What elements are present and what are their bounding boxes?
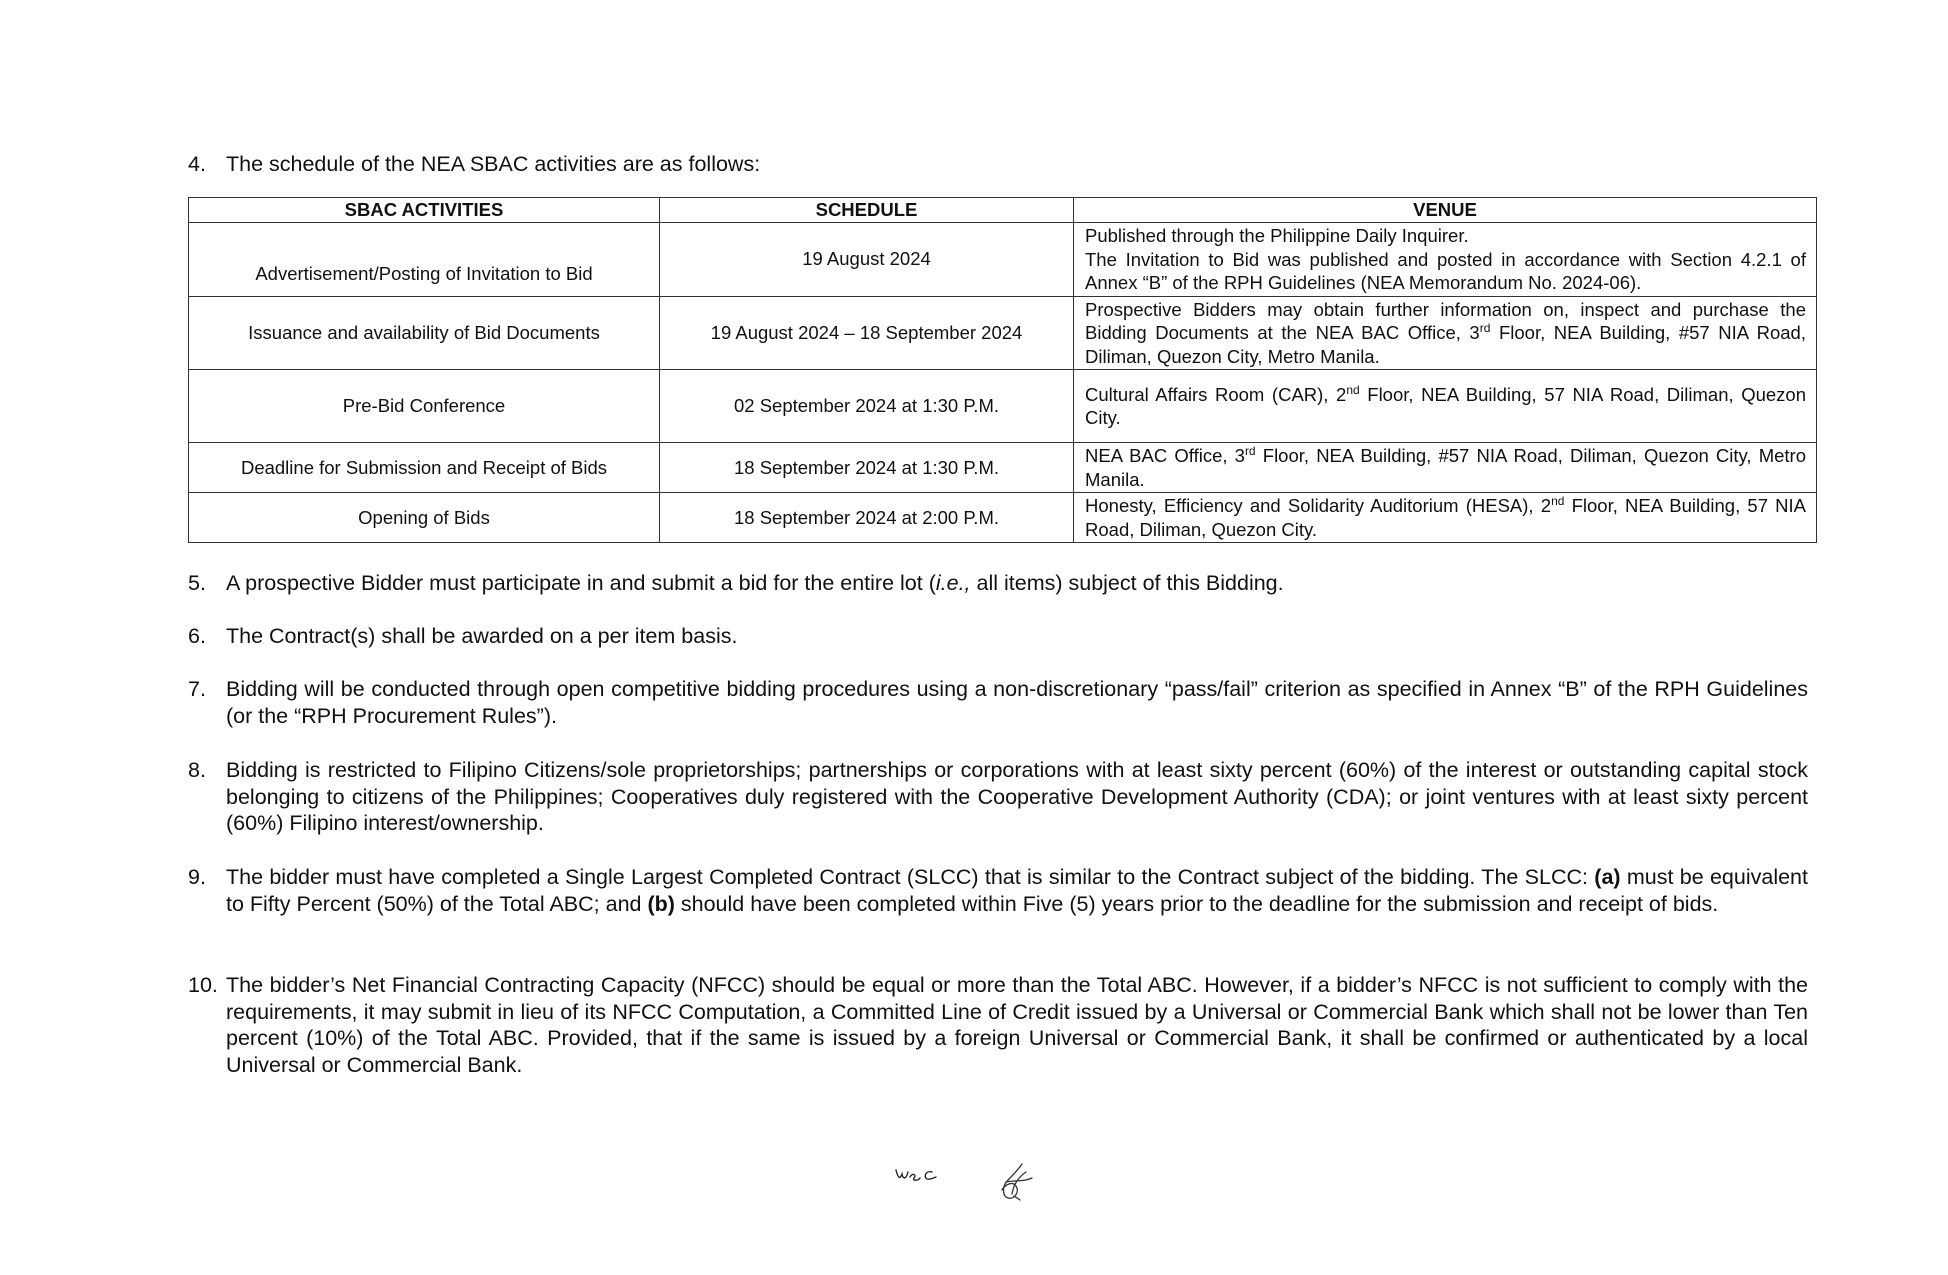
item-5 — [188, 570, 1808, 597]
item-number: 9. — [188, 865, 206, 889]
text-segment: must be equivalent to Fifty Percent (50%) of the Total ABC; and — [226, 865, 1808, 916]
header-sbac-activities: SBAC ACTIVITIES — [189, 198, 660, 223]
item-text: Bidding will be conducted through open competitive bidding procedures using a non-discretionary “pass/fail” criterion as specified in Annex “B” of the RPH Guidelines (or the “RPH Procurement Rules”). — [226, 677, 1808, 728]
schedule-cell: 19 August 2024 — [660, 223, 1074, 297]
item-number: 5. — [188, 571, 206, 595]
venue-text: NEA BAC Office, 3 — [1085, 445, 1245, 466]
item-8 — [188, 757, 1808, 837]
item-10 — [188, 972, 1808, 1078]
item-9 — [188, 864, 1808, 917]
table-row — [189, 296, 1817, 370]
table-row — [189, 443, 1817, 493]
table-row — [189, 223, 1817, 297]
venue-cell — [1074, 370, 1817, 443]
activity-cell: Advertisement/Posting of Invitation to Bid — [189, 223, 660, 297]
venue-text: Floor, NEA Building, #57 NIA Road, Diliman, Quezon City, Metro Manila. — [1085, 445, 1806, 490]
item-number: 7. — [188, 677, 206, 701]
venue-line: Published through the Philippine Daily Inquirer. — [1085, 225, 1469, 246]
handwritten-initials-icon — [892, 1160, 942, 1190]
venue-line: The Invitation to Bid was published and posted in accordance with Section 4.2.1 of Annex “B” of the RPH Guidelines (NEA Memorandum No. 2024-06). — [1085, 248, 1806, 293]
sbac-schedule-table — [188, 197, 1817, 543]
header-schedule: SCHEDULE — [660, 198, 1074, 223]
venue-text: Floor, NEA Building, 57 NIA Road, Diliman, Quezon City. — [1085, 495, 1807, 540]
text-segment: The bidder must have completed a Single Largest Completed Contract (SLCC) that is similar to the Contract subject of the bidding. The SLCC: — [226, 865, 1595, 889]
item-text: The schedule of the NEA SBAC activities are as follows: — [226, 152, 761, 176]
text-segment: A prospective Bidder must participate in and submit a bid for the entire lot ( — [226, 571, 936, 595]
venue-text: Floor, NEA Building, #57 NIA Road, Diliman, Quezon City, Metro Manila. — [1085, 322, 1806, 367]
bold-segment: (b) — [647, 891, 675, 916]
schedule-cell: 19 August 2024 – 18 September 2024 — [660, 296, 1074, 370]
venue-text: Floor, NEA Building, 57 NIA Road, Diliman, Quezon City. — [1085, 383, 1806, 428]
handwritten-signature-icon — [992, 1160, 1042, 1204]
item-6 — [188, 623, 1808, 650]
venue-cell — [1074, 296, 1817, 370]
activity-cell: Pre-Bid Conference — [189, 370, 660, 443]
text-segment: all items) subject of this Bidding. — [970, 571, 1284, 595]
item-text — [226, 864, 1808, 917]
item-number: 8. — [188, 758, 206, 782]
item-text: The bidder’s Net Financial Contracting Capacity (NFCC) should be equal or more than the Total ABC. However, if a bidder’s NFCC is not sufficient to comply with the requirements, it may submit in lieu of its NFCC Computation, a Committed Line of Credit issued by a Universal or Commercial Bank which shall not be lower than Ten percent (10%) of the Total ABC. Provided, that if the same is issued by a foreign Universal or Commercial Bank, it shall be confirmed or authenticated by a local Universal or Commercial Bank. — [226, 973, 1808, 1077]
table-header-row — [189, 198, 1817, 223]
schedule-cell: 18 September 2024 at 2:00 P.M. — [660, 493, 1074, 543]
ordinal-suffix: nd — [1346, 382, 1360, 397]
venue-text: Cultural Affairs Room (CAR), 2 — [1085, 383, 1347, 405]
italic-segment: i.e., — [935, 571, 971, 595]
activity-cell: Issuance and availability of Bid Documents — [189, 296, 660, 370]
item-number: 6. — [188, 624, 206, 648]
ordinal-suffix: rd — [1479, 321, 1491, 335]
ordinal-suffix: nd — [1551, 494, 1565, 508]
item-7 — [188, 676, 1808, 729]
venue-cell — [1074, 223, 1817, 297]
schedule-cell: 02 September 2024 at 1:30 P.M. — [660, 370, 1074, 443]
venue-cell — [1074, 493, 1817, 543]
activity-cell: Deadline for Submission and Receipt of Bids — [189, 443, 660, 493]
text-segment: should have been completed within Five (5) years prior to the deadline for the submission and receipt of bids. — [674, 891, 1719, 916]
venue-text: Prospective Bidders may obtain further information on, inspect and purchase the Bidding Documents at the NEA BAC Office, 3 — [1085, 298, 1806, 343]
table-row — [189, 493, 1817, 543]
venue-text: Honesty, Efficiency and Solidarity Auditorium (HESA), 2 — [1085, 495, 1552, 516]
item-number: 4. — [188, 152, 206, 176]
schedule-cell: 18 September 2024 at 1:30 P.M. — [660, 443, 1074, 493]
item-number: 10. — [188, 973, 218, 997]
item-text — [226, 570, 1808, 597]
bold-segment: (a) — [1594, 865, 1621, 889]
table-row — [189, 370, 1817, 443]
header-venue: VENUE — [1074, 198, 1817, 223]
item-4 — [188, 151, 1808, 178]
item-text: Bidding is restricted to Filipino Citizens/sole proprietorships; partnerships or corporations with at least sixty percent (60%) of the interest or outstanding capital stock belonging to citizens of the Philippines; Cooperatives duly registered with the Cooperative Development Authority (CDA); or joint ventures with at least sixty percent (60%) Filipino interest/ownership. — [226, 758, 1808, 835]
ordinal-suffix: rd — [1244, 444, 1256, 458]
activity-cell: Opening of Bids — [189, 493, 660, 543]
item-text: The Contract(s) shall be awarded on a per item basis. — [226, 624, 738, 648]
venue-cell — [1074, 443, 1817, 493]
